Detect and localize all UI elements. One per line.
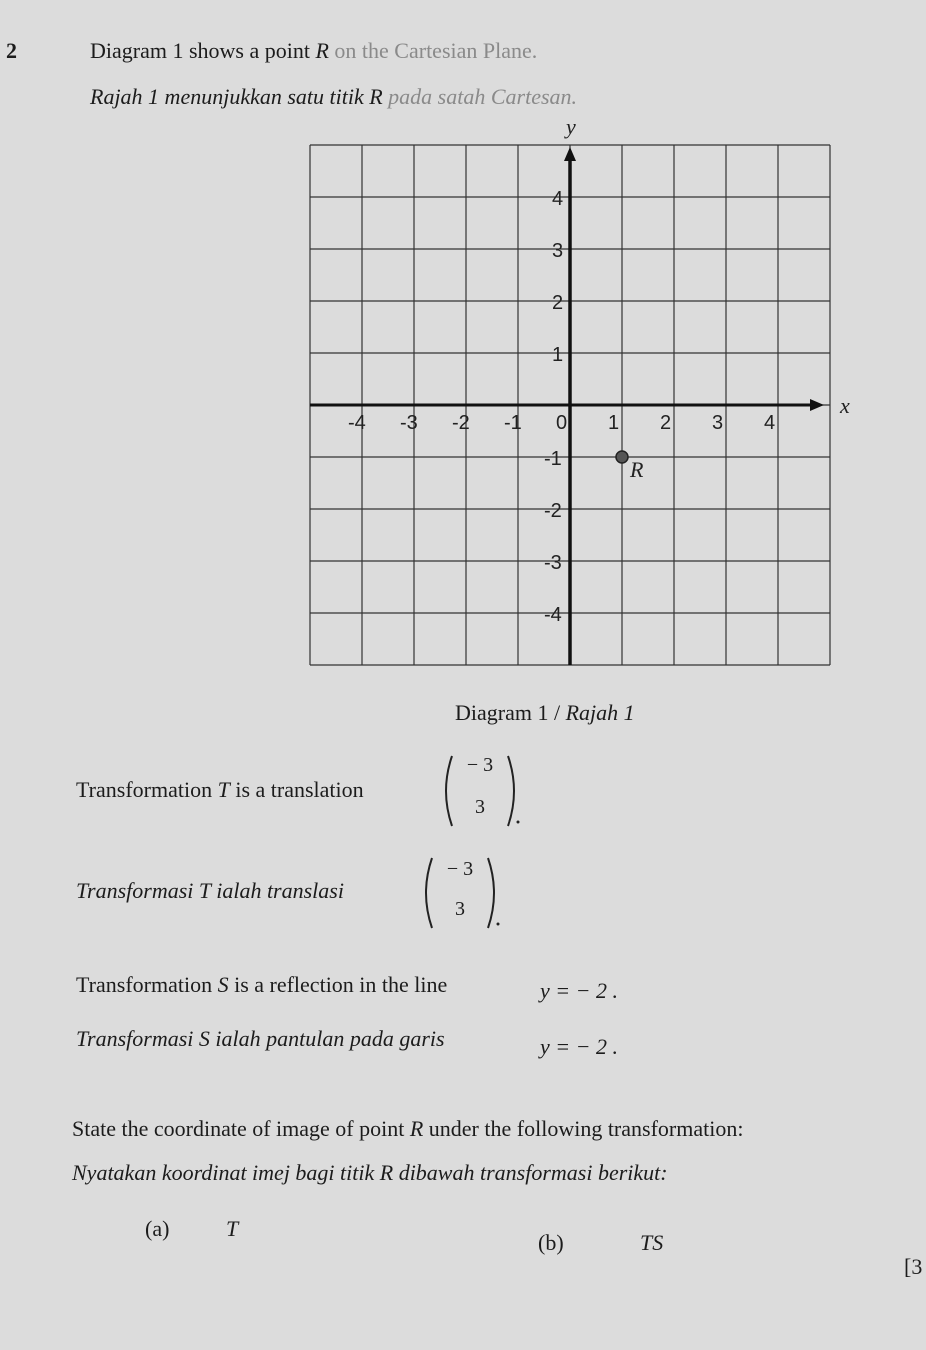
translation-vector-malay xyxy=(420,852,500,934)
transformation-s-english xyxy=(76,972,447,998)
intro-english-suffix: on the Cartesian Plane. xyxy=(328,38,538,63)
t-en-var: T xyxy=(217,777,230,802)
x-tick-label: -4 xyxy=(348,412,366,434)
y-tick-label: -4 xyxy=(544,604,562,626)
t-en-prefix: Transformation xyxy=(76,777,218,802)
part-b-label: (b) xyxy=(538,1230,564,1255)
axes xyxy=(310,120,850,665)
point-r-label: R xyxy=(630,457,644,482)
task-english xyxy=(72,1116,743,1142)
intro-point-var: R xyxy=(315,38,329,63)
y-tick-label: -1 xyxy=(544,448,562,470)
y-tick-label: 4 xyxy=(552,188,564,210)
x-axis-label: x xyxy=(840,393,850,418)
x-tick-label: 1 xyxy=(608,412,620,434)
intro-english-prefix: Diagram 1 shows a point xyxy=(90,38,316,63)
s-en-prefix: Transformation xyxy=(76,972,218,997)
point-r xyxy=(616,451,644,482)
vector-bottom: 3 xyxy=(455,898,465,920)
transformation-t-malay: Transformasi T ialah translasi xyxy=(76,878,344,903)
reflection-line-english: y = − 2 . xyxy=(540,978,618,1003)
y-tick-label: 1 xyxy=(552,344,564,366)
transformation-t-english xyxy=(76,777,364,803)
marks: [3 xyxy=(904,1254,923,1279)
transformation-s-malay: Transformasi S ialah pantulan pada garis xyxy=(76,1026,445,1051)
x-tick-label: 3 xyxy=(712,412,724,434)
diagram-caption xyxy=(455,700,635,726)
part-a-transformation: T xyxy=(226,1216,239,1241)
x-tick-label: -1 xyxy=(504,412,522,434)
y-tick-label: -3 xyxy=(544,552,562,574)
question-number: 2 xyxy=(6,38,17,63)
t-en-suffix: is a translation xyxy=(229,777,364,802)
caption-english: Diagram 1 / xyxy=(455,700,566,725)
y-tick-label: -2 xyxy=(544,500,562,522)
x-tick-label: 2 xyxy=(660,412,672,434)
tick-labels xyxy=(348,188,775,626)
intro-english xyxy=(90,38,537,64)
y-tick-label: 3 xyxy=(552,240,564,262)
x-tick-label: 4 xyxy=(764,412,776,434)
x-axis-arrow-icon xyxy=(810,399,824,411)
caption-malay: Rajah 1 xyxy=(565,700,635,725)
vector-bottom: 3 xyxy=(475,796,485,818)
task-en-prefix: State the coordinate of image of point xyxy=(72,1116,410,1141)
intro-malay xyxy=(90,84,577,110)
task-en-suffix: under the following transformation: xyxy=(423,1116,744,1141)
y-axis-arrow-icon xyxy=(564,147,576,161)
part-b-transformation: TS xyxy=(640,1230,664,1255)
x-tick-label: -3 xyxy=(400,412,418,434)
task-malay: Nyatakan koordinat imej bagi titik R dibawah transformasi berikut: xyxy=(72,1160,668,1185)
x-tick-label: 0 xyxy=(556,412,568,434)
vector-top: − 3 xyxy=(466,754,494,776)
s-en-var: S xyxy=(217,972,229,997)
intro-malay-prefix: Rajah 1 menunjukkan satu titik R xyxy=(90,84,389,109)
translation-vector-english xyxy=(440,750,520,832)
reflection-line-malay: y = − 2 . xyxy=(540,1034,618,1059)
vector-top: − 3 xyxy=(446,858,474,880)
point-r-marker xyxy=(616,451,628,463)
s-en-suffix: is a reflection in the line xyxy=(228,972,448,997)
x-tick-label: -2 xyxy=(452,412,470,434)
y-axis-label: y xyxy=(566,120,576,139)
y-tick-label: 2 xyxy=(552,292,564,314)
part-a-label: (a) xyxy=(145,1216,170,1241)
task-en-var: R xyxy=(409,1116,424,1141)
cartesian-diagram xyxy=(300,120,880,680)
intro-malay-suffix: pada satah Cartesan. xyxy=(388,84,578,109)
